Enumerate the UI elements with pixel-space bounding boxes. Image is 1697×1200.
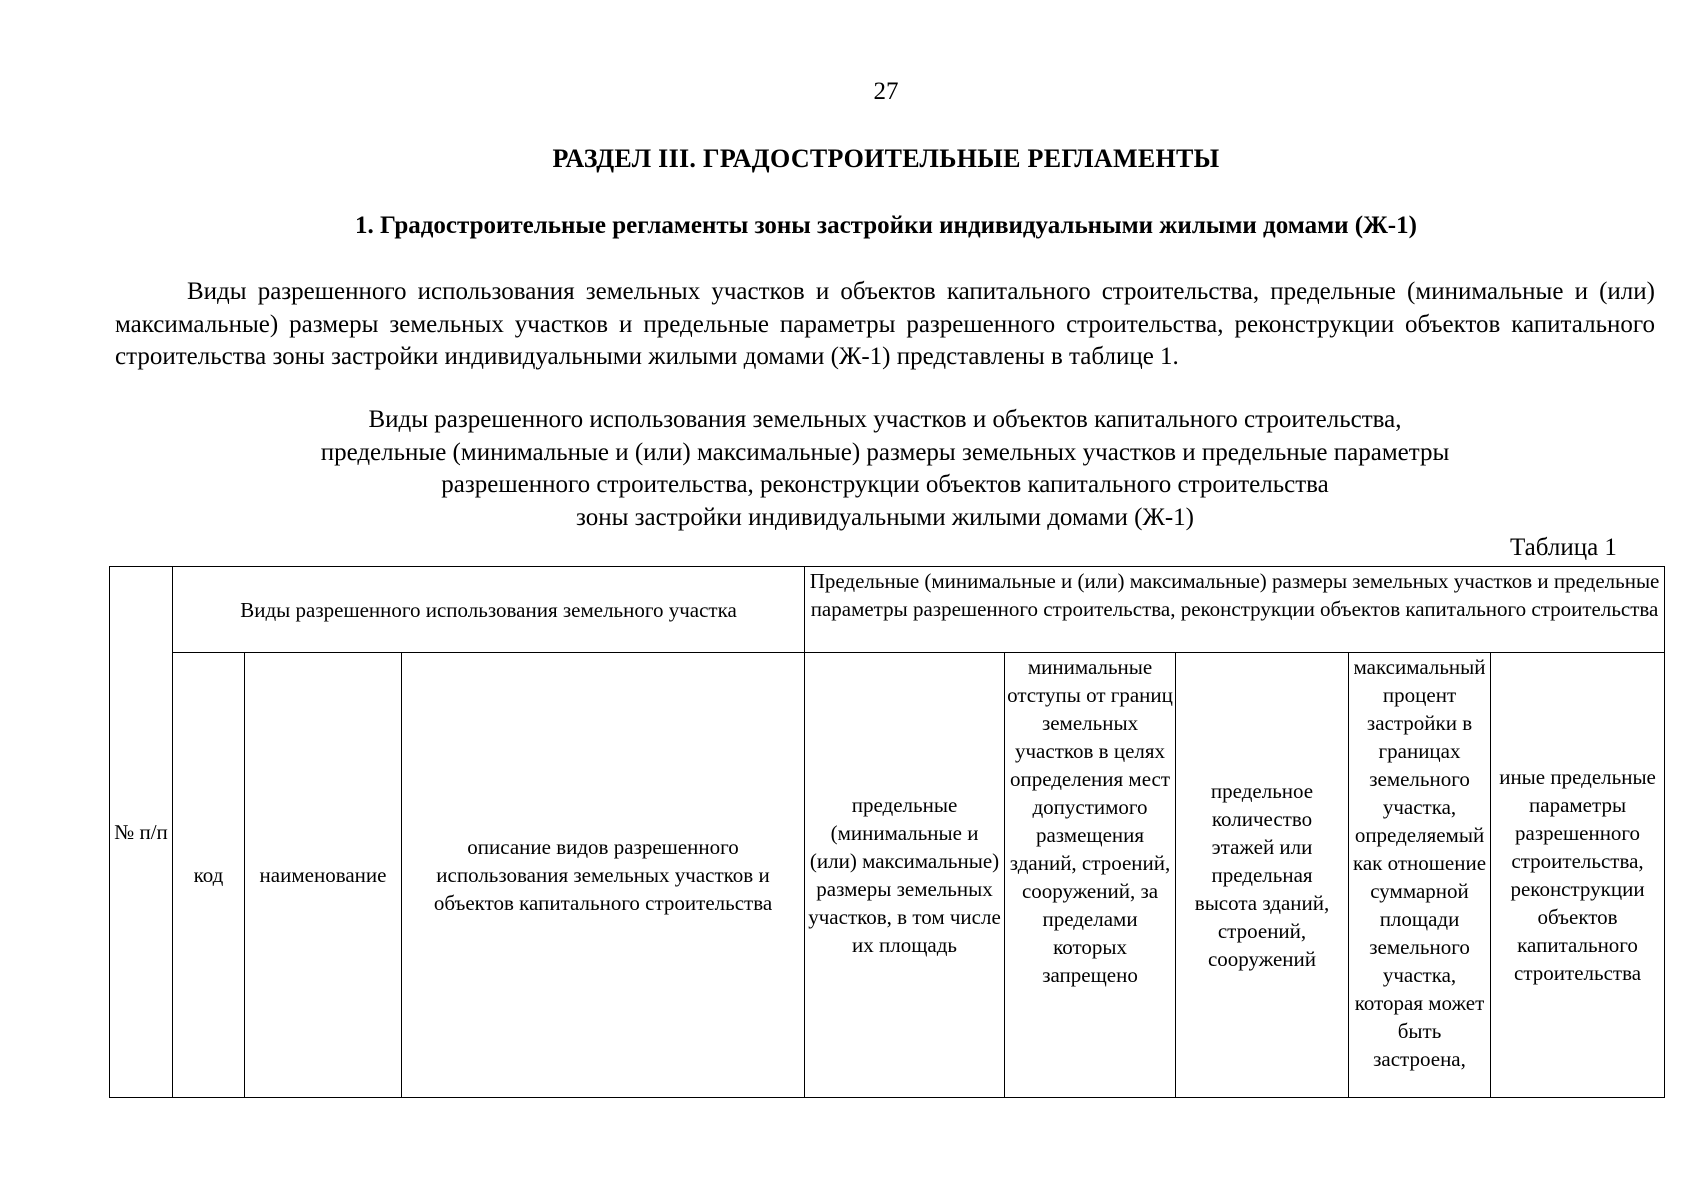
header-plot-size: предельные (минимальные и (или) максимальные) размеры земельных участков, в том числе их площадь <box>805 653 1005 1098</box>
header-coverage: максимальный процент застройки в границах земельного участка, определяемый как отношение суммарной площади земельного участка, которая может быть застроена, <box>1349 653 1491 1098</box>
caption-line: Виды разрешенного использования земельных участков и объектов капитального строительства, <box>368 406 1402 433</box>
caption-line: предельные (минимальные и (или) максимальные) размеры земельных участков и предельные параметры <box>320 438 1450 466</box>
table-label: Таблица 1 <box>1510 534 1617 561</box>
header-number: № п/п <box>110 567 173 1098</box>
caption-line: разрешенного строительства, реконструкции объектов капитального строительства <box>441 471 1329 498</box>
header-group-limits: Предельные (минимальные и (или) максимальные) размеры земельных участков и предельные параметры разрешенного строительства, реконструкции объектов капитального строительства <box>805 567 1665 653</box>
header-description: описание видов разрешенного использования земельных участков и объектов капитального строительства <box>402 653 805 1098</box>
subsection-title: 1. Градостроительные регламенты зоны застройки индивидуальными жилыми домами (Ж-1) <box>355 212 1417 239</box>
header-floors: предельное количество этажей или предельная высота зданий, строений, сооружений <box>1176 653 1349 1098</box>
page-number: 27 <box>873 78 899 105</box>
section-title: РАЗДЕЛ III. ГРАДОСТРОИТЕЛЬНЫЕ РЕГЛАМЕНТЫ <box>552 144 1220 173</box>
header-name: наименование <box>245 653 402 1098</box>
caption-line: зоны застройки индивидуальными жилыми домами (Ж-1) <box>575 503 1195 531</box>
header-group-use: Виды разрешенного использования земельного участка <box>173 567 805 653</box>
header-code: код <box>173 653 245 1098</box>
header-other: иные предельные параметры разрешенного строительства, реконструкции объектов капитального строительства <box>1491 653 1665 1098</box>
table-caption <box>115 404 1655 534</box>
intro-paragraph: Виды разрешенного использования земельных участков и объектов капитального строительства, предельные (минимальные и (или) максимальные) размеры земельных участков и предельные параметры разрешенного строительства, реконструкции объектов капитального строительства зоны застройки индивидуальными жилыми домами (Ж-1) представлены в таблице 1. <box>115 278 1655 370</box>
header-setbacks: минимальные отступы от границ земельных участков в целях определения мест допустимого размещения зданий, строений, сооружений, за пределами которых запрещено <box>1005 653 1176 1098</box>
regulations-table <box>109 566 1665 1098</box>
